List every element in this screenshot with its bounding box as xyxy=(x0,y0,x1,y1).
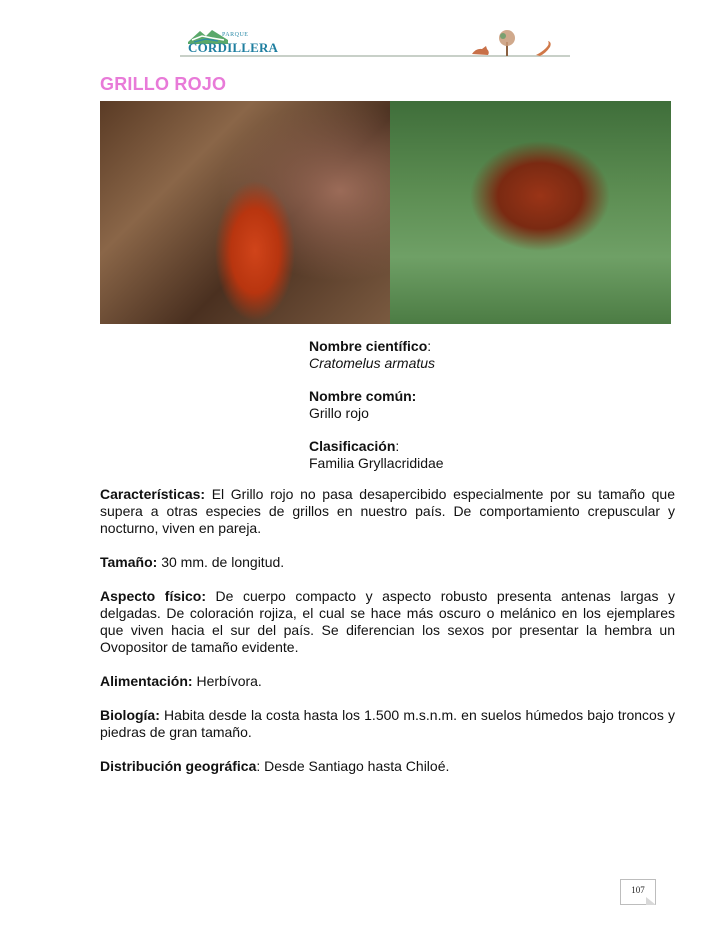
page-title: GRILLO ROJO xyxy=(100,74,227,94)
common-name-label: Nombre común: xyxy=(309,388,417,404)
scientific-name-value: Cratomelus armatus xyxy=(309,355,436,371)
page-number: 107 xyxy=(620,879,656,905)
section-alimentacion: Alimentación: Herbívora. xyxy=(100,673,262,689)
scientific-name-block: Nombre científico: Cratomelus armatus xyxy=(309,338,444,372)
species-info xyxy=(309,338,444,488)
section-biologia: Biología: Habita desde la costa hasta los 1.500 m.s.n.m. en suelos húmedos bajo troncos y piedras de gran tamaño. xyxy=(100,707,675,740)
classification-label: Clasificación xyxy=(309,438,396,454)
common-name-value: Grillo rojo xyxy=(309,405,369,421)
fox-icon xyxy=(472,46,489,55)
parque-cordillera-logo xyxy=(184,26,279,58)
logo-cordillera-text: CORDILLERA xyxy=(188,40,279,55)
section-aspecto-fisico: Aspecto físico: De cuerpo compacto y aspecto robusto presenta antenas largas y delgadas. De coloración rojiza, el cual se hace más oscuro o melánico en los ejemplares que viven hacia el sur del país. Se diferencian los sexos por presentar la hembra un Ovopositor de tamaño evidente. xyxy=(100,588,675,655)
bird-icon xyxy=(536,41,551,56)
tree-icon xyxy=(499,30,515,56)
page-header xyxy=(180,24,570,60)
classification-value: Familia Gryllacrididae xyxy=(309,455,444,471)
section-distribucion: Distribución geográfica: Desde Santiago hasta Chiloé. xyxy=(100,758,450,774)
cricket-photo-left xyxy=(100,101,390,324)
page-curl-icon xyxy=(646,897,656,905)
logo-parque-text: PARQUE xyxy=(222,32,249,38)
scientific-name-label: Nombre científico xyxy=(309,338,428,354)
nature-decoration xyxy=(470,28,570,58)
section-caracteristicas: Características: El Grillo rojo no pasa desapercibido especialmente por su tamaño que supera a otras especies de grillos en nuestro país. De comportamiento crepuscular y nocturno, viven en pareja. xyxy=(100,486,675,536)
common-name-block xyxy=(309,388,444,422)
section-tamano: Tamaño: 30 mm. de longitud. xyxy=(100,554,285,570)
description xyxy=(100,486,675,792)
cricket-photo-right xyxy=(390,101,671,324)
classification-block: Clasificación: Familia Gryllacrididae xyxy=(309,438,444,471)
